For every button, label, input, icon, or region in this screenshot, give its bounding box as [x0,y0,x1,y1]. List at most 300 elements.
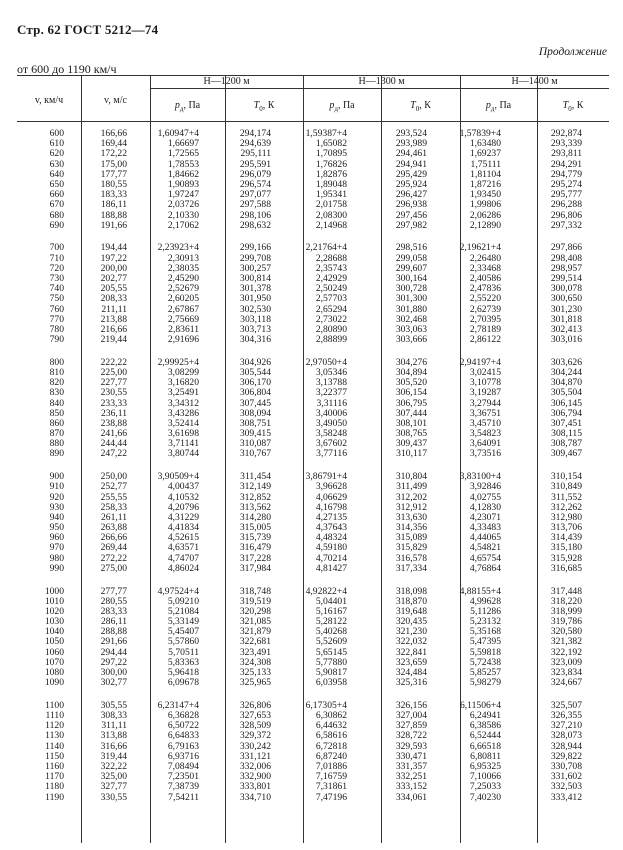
table-cell: 322,841 [395,646,427,658]
table-cell: 3,08299 [167,366,199,378]
table-cell: 323,834 [550,667,582,678]
table-cell: 2,23923+4 [157,242,199,254]
table-cell: 334,061 [395,791,427,803]
table-cell: 1,59387+4 [305,128,347,139]
table-cell: 4,00437 [167,481,199,493]
table-cell: 308,33 [100,710,127,722]
header-temperature-1200: $T_0$, К [253,100,275,113]
table-cell: 850 [49,407,64,419]
table-cell: 302,468 [395,313,427,325]
table-cell: 6,09678 [167,677,199,689]
table-cell: 4,48324 [315,532,347,544]
table-cell: 970 [49,542,64,554]
table-cell: 690 [49,219,64,231]
table-cell: 800 [49,356,64,368]
table-cell: 325,507 [550,699,582,711]
table-row [17,294,609,304]
table-cell: 600 [49,128,64,139]
table-cell: 177,77 [100,168,127,180]
table-cell: 4,63571 [167,542,199,554]
table-cell: 318,220 [550,595,582,607]
table-cell: 300,164 [395,272,427,284]
table-cell: 6,11506+4 [459,699,501,711]
table-cell: 5,90817 [315,667,347,678]
table-cell: 2,52679 [167,283,199,295]
table-cell: 323,659 [395,656,427,668]
table-cell: 266,66 [100,532,127,544]
table-cell: 312,912 [395,501,427,513]
table-cell: 294,44 [100,646,127,658]
table-cell: 830 [49,387,64,399]
table-cell: 183,33 [100,189,127,201]
row-group [17,701,609,803]
table-cell: 211,11 [101,303,127,315]
table-cell: 3,36751 [469,407,501,419]
table-cell: 710 [49,252,64,264]
table-cell: 305,520 [395,377,427,389]
table-cell: 299,514 [550,272,582,284]
table-cell: 5,52609 [315,636,347,648]
row-group [17,129,609,231]
table-cell: 3,49050 [315,417,347,429]
table-row [17,678,609,688]
table-cell: 6,93716 [167,750,199,762]
table-cell: 1190 [45,791,64,803]
table-cell: 6,03958 [315,677,347,689]
table-row [17,388,609,398]
table-row [17,200,609,210]
table-cell: 303,016 [550,334,582,346]
table-cell: 327,210 [550,720,582,732]
table-cell: 325,133 [239,667,271,678]
table-cell: 303,666 [395,334,427,346]
table-cell: 318,870 [395,595,427,607]
table-cell: 2,50249 [315,283,347,295]
table-cell: 301,230 [550,303,582,315]
table-cell: 1180 [45,781,64,793]
table-cell: 314,280 [239,511,271,523]
table-cell: 329,822 [550,750,582,762]
table-cell: 324,484 [395,667,427,678]
table-cell: 4,86024 [167,562,199,574]
table-cell: 1130 [45,730,64,742]
table-cell: 6,17305+4 [305,699,347,711]
table-cell: 222,22 [100,356,127,368]
table-cell: 324,308 [239,656,271,668]
table-cell: 313,630 [395,511,427,523]
table-cell: 720 [49,262,64,274]
table-cell: 305,544 [239,366,271,378]
table-cell: 5,28122 [315,616,347,628]
table-cell: 2,91696 [167,334,199,346]
header-altitude-1200: H—1200 м [203,76,250,87]
table-cell: 272,22 [100,552,127,564]
table-cell: 332,006 [239,761,271,772]
table-cell: 3,73516 [469,448,501,460]
table-cell: 7,25033 [469,781,501,793]
table-cell: 5,70511 [168,646,199,658]
table-cell: 2,94197+4 [459,356,501,368]
table-cell: 255,55 [100,491,127,503]
table-cell: 194,44 [100,242,127,254]
table-cell: 6,24941 [469,710,501,722]
table-cell: 7,08494 [167,761,199,772]
table-cell: 940 [49,511,64,523]
table-cell: 332,900 [239,771,271,783]
table-cell: 233,33 [100,397,127,409]
table-cell: 332,503 [550,781,582,793]
table-row [17,793,609,803]
table-cell: 327,859 [395,720,427,732]
table-cell: 3,64091 [469,438,501,450]
table-cell: 166,66 [100,128,127,139]
table-cell: 321,085 [239,616,271,628]
table-cell: 6,38586 [469,720,501,732]
table-cell: 1,65082 [315,138,347,150]
table-cell: 4,33483 [469,522,501,534]
table-cell: 297,866 [550,242,582,254]
table-cell: 300,728 [395,283,427,295]
table-cell: 5,57860 [167,636,199,648]
table-cell: 2,86122 [469,334,501,346]
table-cell: 311,11 [101,720,127,732]
table-cell: 325,965 [239,677,271,689]
table-cell: 330,708 [550,761,582,772]
table-cell: 314,439 [550,532,582,544]
table-cell: 308,787 [550,438,582,450]
table-cell: 640 [49,168,64,180]
table-cell: 320,580 [550,626,582,638]
table-cell: 2,70395 [469,313,501,325]
table-cell: 2,10330 [167,209,199,221]
table-cell: 5,98279 [469,677,501,689]
table-cell: 298,516 [395,242,427,254]
table-cell: 610 [49,138,64,150]
table-cell: 328,073 [550,730,582,742]
table-cell: 315,089 [395,532,427,544]
table-cell: 296,427 [395,189,427,201]
table-cell: 2,62739 [469,303,501,315]
table-cell: 300,00 [100,667,127,678]
table-cell: 333,412 [550,791,582,803]
table-cell: 7,23501 [167,771,199,783]
table-cell: 302,77 [100,677,127,689]
table-cell: 1110 [45,710,64,722]
table-cell: 2,55220 [469,293,501,305]
table-cell: 288,88 [100,626,127,638]
table-cell: 303,626 [550,356,582,368]
table-cell: 306,794 [550,407,582,419]
table-cell: 303,118 [240,313,271,325]
table-cell: 305,504 [550,387,582,399]
table-cell: 6,23147+4 [157,699,199,711]
table-cell: 331,121 [239,750,271,762]
table-cell: 283,33 [100,605,127,617]
table-cell: 306,804 [239,387,271,399]
table-cell: 219,44 [100,334,127,346]
table-cell: 291,66 [100,636,127,648]
table-cell: 294,174 [239,128,271,139]
table-cell: 315,829 [395,542,427,554]
table-cell: 2,57703 [315,293,347,305]
table-cell: 296,938 [395,199,427,211]
table-cell: 205,55 [100,283,127,295]
table-cell: 227,77 [100,377,127,389]
table-cell: 308,751 [239,417,271,429]
table-cell: 258,33 [100,501,127,513]
table-cell: 2,33468 [469,262,501,274]
table-cell: 5,85257 [469,667,501,678]
table-cell: 315,739 [239,532,271,544]
table-cell: 3,86791+4 [305,471,347,483]
table-cell: 3,80744 [167,448,199,460]
table-cell: 328,722 [395,730,427,742]
table-cell: 4,65754 [469,552,501,564]
table-cell: 4,76864 [469,562,501,574]
table-cell: 810 [49,366,64,378]
header-altitude-1300: H—1300 м [358,76,405,87]
table-cell: 309,467 [550,448,582,460]
table-cell: 1,60947+4 [157,128,199,139]
header-bottom-rule [17,121,609,122]
table-row [17,335,609,345]
table-cell: 296,574 [239,178,271,190]
table-cell: 2,21764+4 [305,242,347,254]
table-cell: 670 [49,199,64,211]
table-cell: 310,767 [239,448,271,460]
table-cell: 327,004 [395,710,427,722]
table-cell: 319,44 [100,750,127,762]
table-cell: 308,094 [239,407,271,419]
table-cell: 301,950 [239,293,271,305]
table-cell: 319,648 [395,605,427,617]
table-cell: 930 [49,501,64,513]
table-cell: 1140 [45,740,64,752]
table-body [17,129,609,815]
table-cell: 1,70895 [315,148,347,160]
table-cell: 7,54211 [168,791,199,803]
table-cell: 202,77 [100,272,127,284]
table-cell: 332,251 [395,771,427,783]
table-cell: 286,11 [100,616,127,628]
table-cell: 311,499 [396,481,427,493]
table-row [17,449,609,459]
table-row [17,482,609,492]
table-cell: 1100 [45,699,64,711]
table-cell: 292,874 [550,128,582,139]
table-cell: 304,316 [239,334,271,346]
table-cell: 3,58248 [315,428,347,440]
table-cell: 317,984 [239,562,271,574]
table-cell: 5,45407 [167,626,199,638]
table-cell: 328,944 [550,740,582,752]
table-cell: 296,079 [239,168,271,180]
table-cell: 6,52444 [469,730,501,742]
table-cell: 1,72565 [167,148,199,160]
table-cell: 299,058 [395,252,427,264]
table-cell: 5,04401 [315,595,347,607]
table-cell: 980 [49,552,64,564]
table-cell: 2,12890 [469,219,501,231]
table-cell: 2,75669 [167,313,199,325]
table-cell: 3,40006 [315,407,347,419]
table-cell: 294,779 [550,168,582,180]
table-cell: 1030 [44,616,64,628]
table-cell: 250,00 [100,471,127,483]
table-cell: 630 [49,158,64,170]
table-cell: 295,274 [550,178,582,190]
table-cell: 2,06286 [469,209,501,221]
table-cell: 294,941 [395,158,427,170]
table-cell: 4,70214 [315,552,347,564]
table-cell: 7,10066 [469,771,501,783]
header-temperature-1400: $T_0$, К [562,100,584,113]
table-cell: 252,77 [100,481,127,493]
table-cell: 3,61698 [167,428,199,440]
table-cell: 750 [49,293,64,305]
table-cell: 302,530 [239,303,271,315]
table-cell: 297,077 [239,189,271,201]
table-cell: 6,66518 [469,740,501,752]
table-cell: 2,26480 [469,252,501,264]
table-cell: 2,78189 [469,323,501,335]
table-cell: 333,801 [239,781,271,793]
table-cell: 230,55 [100,387,127,399]
table-cell: 3,13788 [315,377,347,389]
table-cell: 295,777 [550,189,582,201]
table-cell: 5,83363 [167,656,199,668]
table-cell: 309,437 [395,438,427,450]
table-cell: 321,879 [239,626,271,638]
table-cell: 313,88 [100,730,127,742]
table-row [17,221,609,231]
table-cell: 2,88899 [315,334,347,346]
table-cell: 6,80811 [470,750,501,762]
table-cell: 180,55 [100,178,127,190]
table-cell: 186,11 [100,199,127,211]
table-cell: 920 [49,491,64,503]
table-cell: 4,12830 [469,501,501,513]
table-cell: 3,22377 [315,387,347,399]
table-cell: 326,355 [550,710,582,722]
table-cell: 2,35743 [315,262,347,274]
table-cell: 310,087 [239,438,271,450]
table-cell: 312,980 [550,511,582,523]
table-cell: 247,22 [100,448,127,460]
table-cell: 325,00 [100,771,127,783]
table-cell: 3,34312 [167,397,199,409]
table-cell: 6,95325 [469,761,501,772]
table-cell: 5,77880 [315,656,347,668]
table-cell: 1,66697 [167,138,199,150]
table-cell: 1,63480 [469,138,501,150]
header-pressure-1200: $р_д$, Па [174,100,201,113]
table-cell: 304,244 [550,366,582,378]
table-cell: 950 [49,522,64,534]
table-cell: 330,242 [239,740,271,752]
table-cell: 318,098 [395,585,427,597]
header-pressure-1300: $р_д$, Па [329,100,355,113]
table-cell: 307,451 [550,417,582,429]
table-cell: 172,22 [100,148,127,160]
table-cell: 298,106 [239,209,271,221]
table-cell: 4,31229 [167,511,199,523]
header-speed-ms: v, м/с [104,95,127,106]
table-cell: 1,84662 [167,168,199,180]
table-cell: 322,22 [100,761,127,772]
row-group [17,243,609,345]
header-temperature-1300: $T_0$, К [410,100,431,113]
table-cell: 333,152 [395,781,427,793]
table-cell: 261,11 [100,511,127,523]
table-cell: 1080 [44,667,64,678]
table-cell: 1090 [44,677,64,689]
table-cell: 1120 [45,720,64,732]
table-cell: 208,33 [100,293,127,305]
table-cell: 4,02755 [469,491,501,503]
table-cell: 4,23071 [469,511,501,523]
table-cell: 870 [49,428,64,440]
table-cell: 3,83100+4 [459,471,501,483]
table-cell: 4,92822+4 [305,585,347,597]
table-cell: 324,667 [550,677,582,689]
table-cell: 1170 [45,771,64,783]
table-cell: 3,16820 [167,377,199,389]
table-cell: 700 [49,242,64,254]
table-cell: 322,192 [550,646,582,658]
table-cell: 306,795 [395,397,427,409]
table-cell: 298,632 [239,219,271,231]
table-cell: 299,607 [395,262,427,274]
table-cell: 297,982 [395,219,427,231]
table-cell: 334,710 [239,791,271,803]
table-cell: 1,78553 [167,158,199,170]
table-cell: 660 [49,189,64,201]
table-cell: 327,653 [239,710,271,722]
table-cell: 323,009 [550,656,582,668]
row-group [17,472,609,574]
table-cell: 304,894 [395,366,427,378]
table-cell: 304,276 [395,356,427,368]
table-cell: 4,27135 [315,511,347,523]
table-cell: 3,10778 [469,377,501,389]
altitude-header-rule [150,88,609,89]
table-cell: 3,52414 [167,417,199,429]
table-cell: 4,54821 [469,542,501,554]
table-cell: 1,95341 [315,189,347,201]
table-cell: 319,519 [239,595,271,607]
table-cell: 329,593 [395,740,427,752]
table-cell: 312,202 [395,491,427,503]
table-cell: 1,99806 [469,199,501,211]
table-cell: 4,16798 [315,501,347,513]
table-cell: 1,75111 [470,158,501,170]
table-cell: 1,93450 [469,189,501,201]
table-cell: 311,454 [240,471,271,483]
table-cell: 2,73022 [315,313,347,325]
table-cell: 298,408 [550,252,582,264]
table-cell: 6,64833 [167,730,199,742]
table-cell: 298,957 [550,262,582,274]
table-cell: 329,372 [239,730,271,742]
table-cell: 293,811 [551,148,582,160]
table-cell: 1070 [44,656,64,668]
table-cell: 325,316 [395,677,427,689]
table-cell: 312,262 [550,501,582,513]
table-cell: 301,300 [395,293,427,305]
table-cell: 5,65145 [315,646,347,658]
table-cell: 860 [49,417,64,429]
